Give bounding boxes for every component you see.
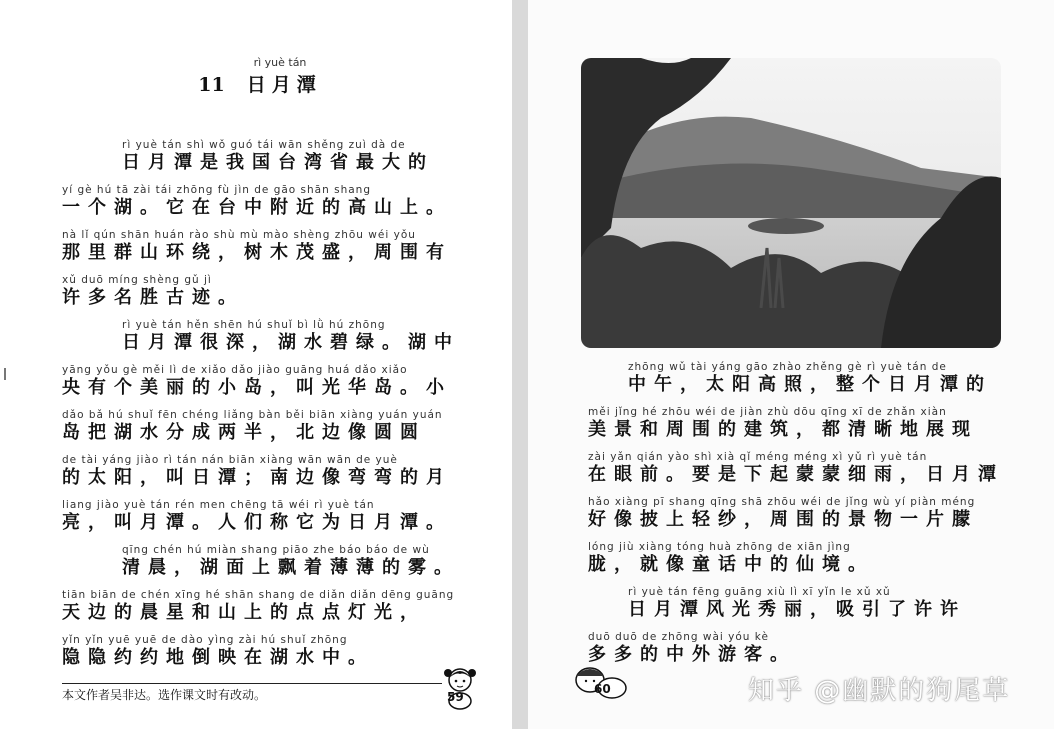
text-line [528, 540, 1054, 576]
lesson-title-text: 日月潭 [246, 74, 322, 96]
pinyin-line: tiān biān de chén xīng hé shān shang de diǎn diǎn dēng guāng [62, 589, 455, 601]
hanzi-line: 在眼前。要是下起蒙蒙细雨，日月潭 [588, 464, 1004, 485]
pinyin-line: nà lǐ qún shān huán rào shù mù mào shèng zhōu wéi yǒu [62, 229, 416, 241]
hanzi-line: 多多的中外游客。 [588, 644, 796, 665]
pinyin-line: zài yǎn qián yào shì xià qǐ méng méng xì yǔ rì yuè tán [588, 451, 928, 463]
text-line [528, 495, 1054, 531]
text-line [0, 408, 512, 444]
left-page [0, 0, 512, 729]
zhihu-watermark: 知乎 @幽默的狗尾草 [748, 676, 1011, 706]
hanzi-line: 清晨，湖面上飘着薄薄的雾。 [122, 557, 460, 578]
footnote: 本文作者吴非达。选作课文时有改动。 [62, 683, 442, 703]
hanzi-line: 那里群山环绕，树木茂盛，周围有 [62, 242, 452, 263]
hanzi-line: 央有个美丽的小岛，叫光华岛。小 [62, 377, 452, 398]
right-page [528, 0, 1054, 729]
hanzi-line: 一个湖。它在台中附近的高山上。 [62, 197, 452, 218]
text-line [0, 453, 512, 489]
lesson-number: 11 [198, 74, 225, 96]
pinyin-line: rì yuè tán fēng guāng xiù lì xī yǐn le xǔ xǔ [628, 586, 891, 598]
text-line [0, 138, 512, 174]
text-line [528, 360, 1054, 396]
text-line [0, 273, 512, 309]
page-number-left: 59 [447, 690, 464, 704]
hanzi-line: 天边的晨星和山上的点点灯光， [62, 602, 426, 623]
hanzi-line: 好像披上轻纱，周围的景物一片朦 [588, 509, 978, 530]
pinyin-line: xǔ duō míng shèng gǔ jì [62, 274, 212, 286]
hanzi-line: 隐隐约约地倒映在湖水中。 [62, 647, 374, 668]
hanzi-line: 亮，叫月潭。人们称它为日月潭。 [62, 512, 452, 533]
pinyin-line: dǎo bǎ hú shuǐ fēn chéng liǎng bàn běi biān xiàng yuán yuán [62, 409, 443, 421]
title-pinyin: rì yuè tán [253, 56, 307, 69]
pinyin-line: rì yuè tán hěn shēn hú shuǐ bì lǜ hú zhōng [122, 319, 386, 331]
hanzi-line: 日月潭是我国台湾省最大的 [122, 152, 434, 173]
hanzi-line: 美景和周围的建筑，都清晰地展现 [588, 419, 978, 440]
text-line [0, 588, 512, 624]
hanzi-line: 岛把湖水分成两半，北边像圆圆 [62, 422, 426, 443]
hanzi-line: 的太阳，叫日潭；南边像弯弯的月 [62, 467, 452, 488]
page-number-right: 60 [594, 682, 611, 696]
pinyin-line: duō duō de zhōng wài yóu kè [588, 631, 769, 643]
lesson-title [160, 56, 360, 97]
pinyin-line: měi jǐng hé zhōu wéi de jiàn zhù dōu qīng xī de zhǎn xiàn [588, 406, 947, 418]
pinyin-line: yǐn yǐn yuē yuē de dào yìng zài hú shuǐ zhōng [62, 634, 348, 646]
hanzi-line: 日月潭风光秀丽，吸引了许许 [628, 599, 966, 620]
sun-moon-lake-photo [581, 58, 1001, 348]
text-line [0, 543, 512, 579]
pinyin-line: yí gè hú tā zài tái zhōng fù jìn de gāo shān shang [62, 184, 371, 196]
pinyin-line: hǎo xiàng pī shang qīng shā zhōu wéi de jǐng wù yí piàn méng [588, 496, 976, 508]
text-line [0, 363, 512, 399]
hanzi-line: 许多名胜古迹。 [62, 287, 244, 308]
pinyin-line: rì yuè tán shì wǒ guó tái wān shěng zuì dà de [122, 139, 406, 151]
hanzi-line: 中午，太阳高照，整个日月潭的 [628, 374, 992, 395]
hanzi-line: 胧，就像童话中的仙境。 [588, 554, 874, 575]
text-line [0, 498, 512, 534]
text-line [528, 405, 1054, 441]
pinyin-line: liang jiào yuè tán rén men chēng tā wéi rì yuè tán [62, 499, 375, 511]
pinyin-line: lóng jiù xiàng tóng huà zhōng de xiān jìng [588, 541, 851, 553]
text-line [0, 183, 512, 219]
pinyin-line: zhōng wǔ tài yáng gāo zhào zhěng gè rì yuè tán de [628, 361, 947, 373]
pinyin-line: de tài yáng jiào rì tán nán biān xiàng wān wān de yuè [62, 454, 398, 466]
text-line [528, 450, 1054, 486]
text-line [0, 318, 512, 354]
text-line [528, 585, 1054, 621]
text-line [0, 633, 512, 669]
pinyin-line: yāng yǒu gè měi lì de xiǎo dǎo jiào guāng huá dǎo xiǎo [62, 364, 408, 376]
hanzi-line: 日月潭很深，湖水碧绿。湖中 [122, 332, 460, 353]
pinyin-line: qīng chén hú miàn shang piāo zhe báo báo de wù [122, 544, 430, 556]
text-line [0, 228, 512, 264]
